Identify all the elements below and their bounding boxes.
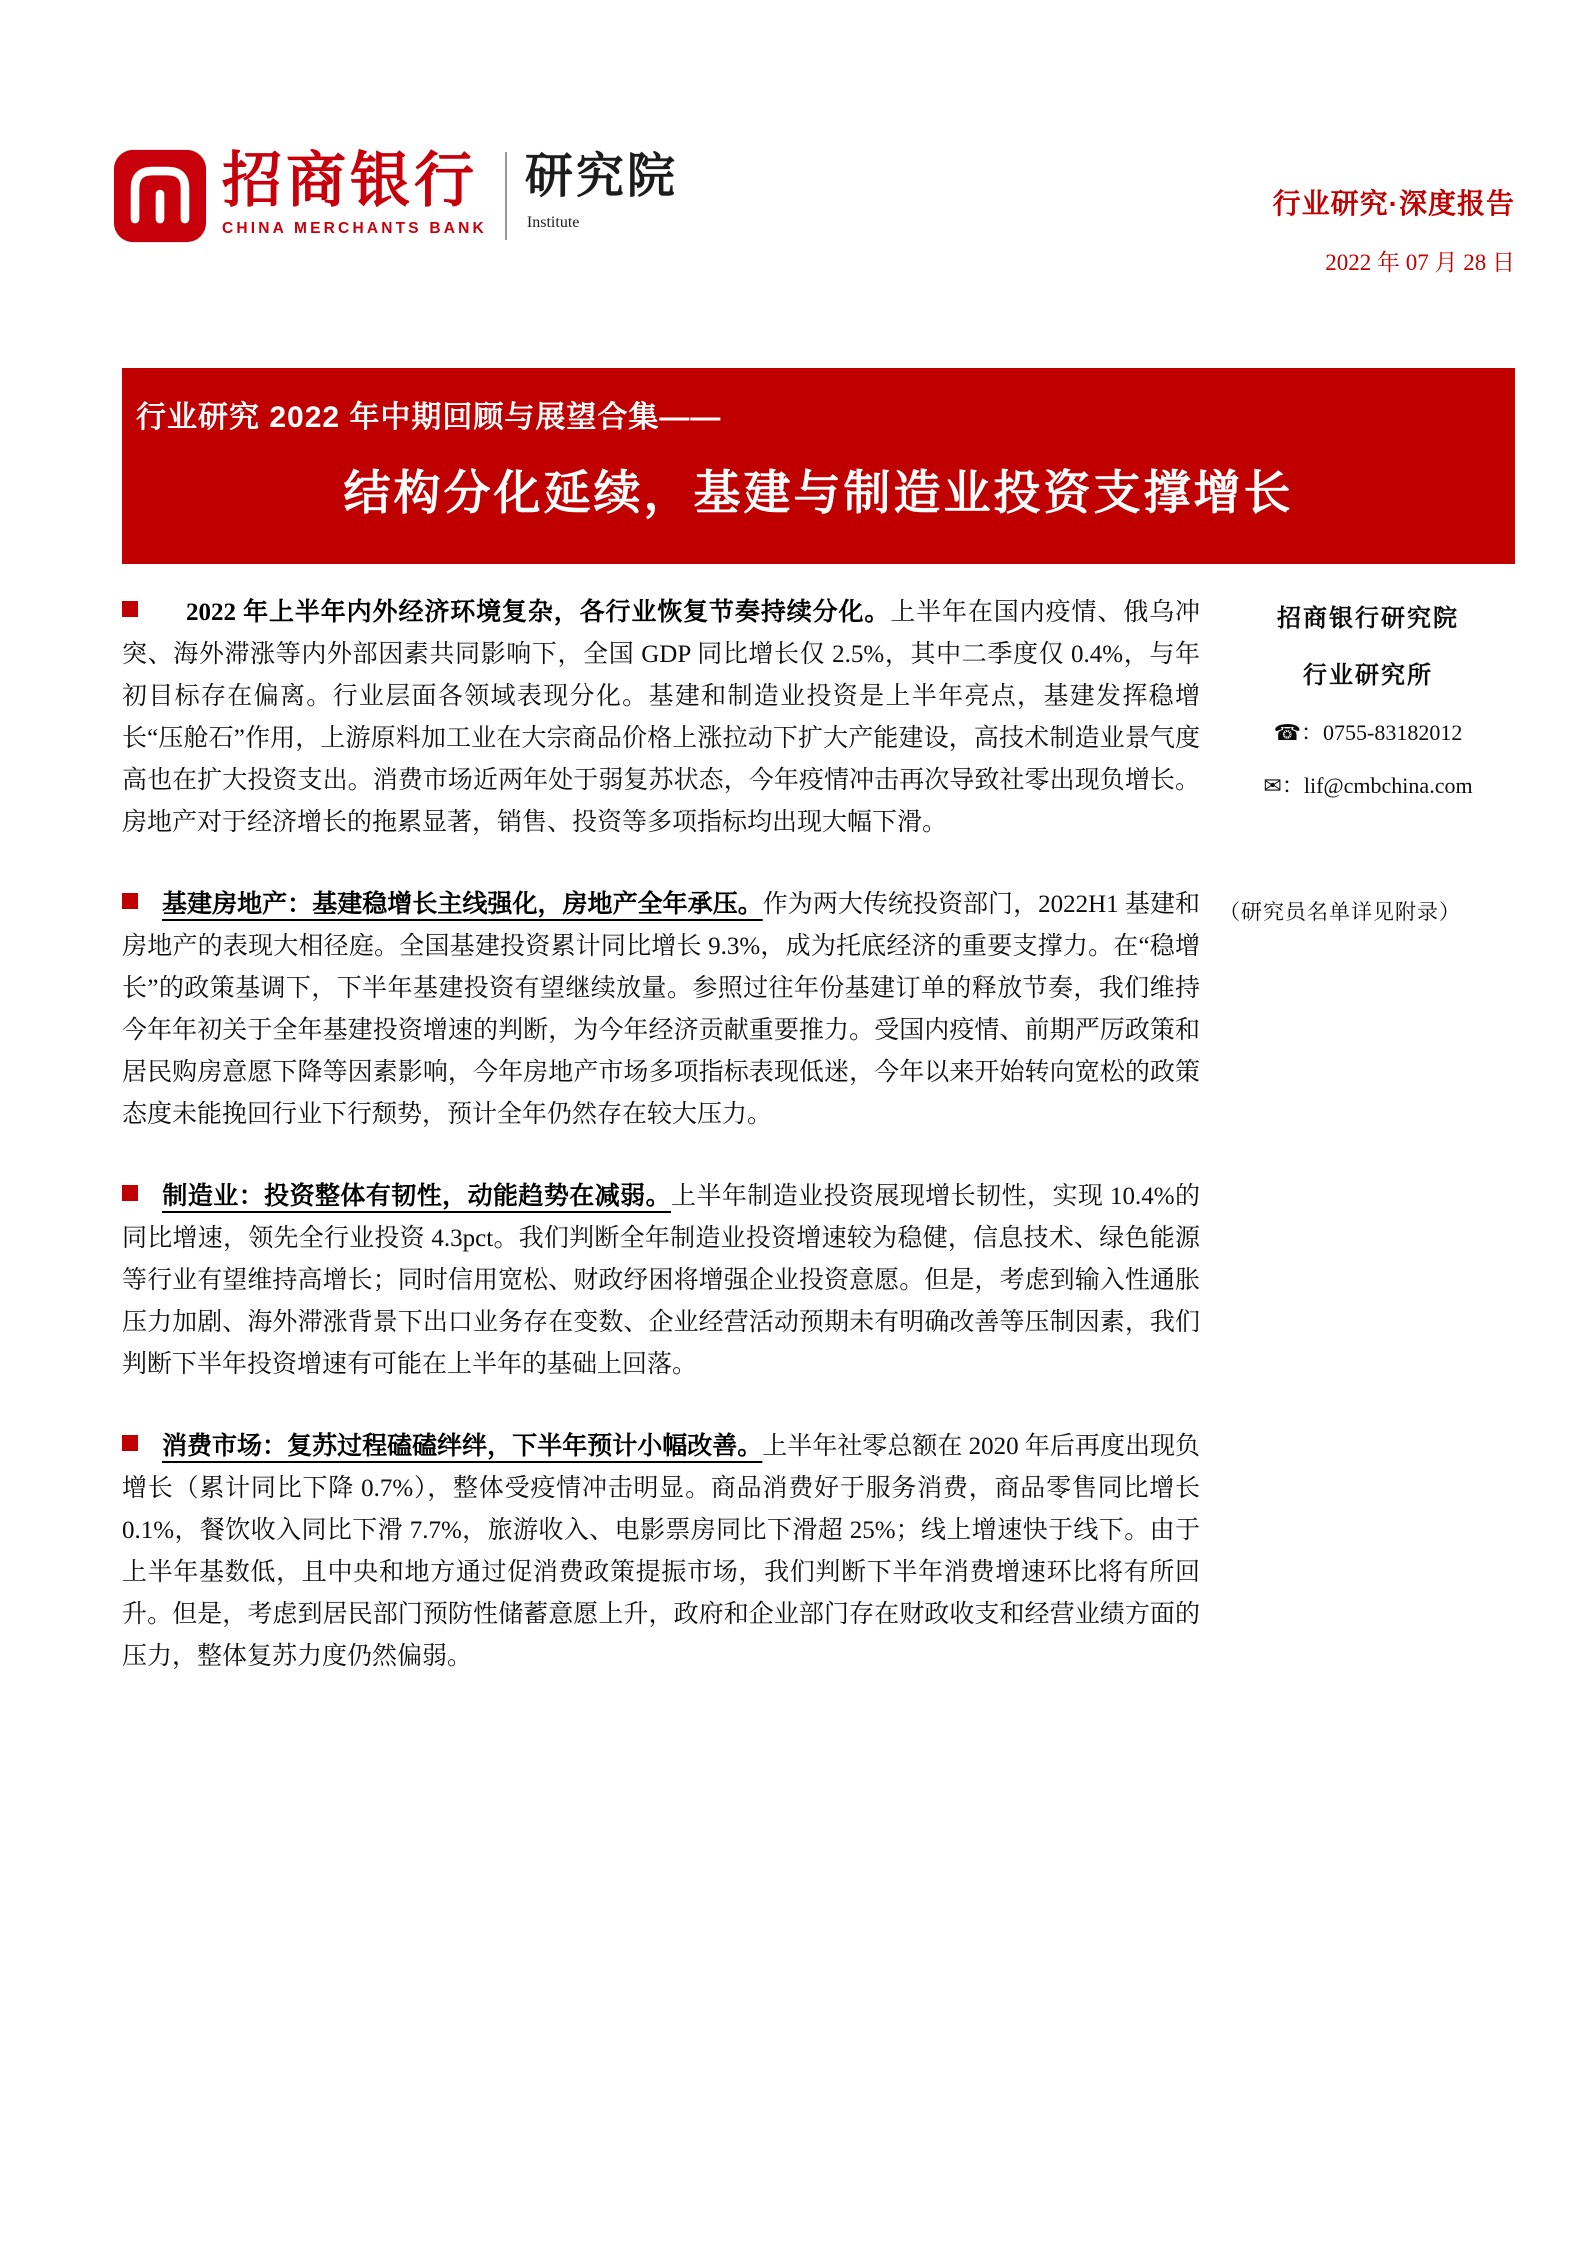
paragraph-lead: 2022 年上半年内外经济环境复杂，各行业恢复节奏持续分化。 <box>186 599 891 626</box>
institute-name: 研究院 <box>524 150 678 203</box>
consumption-paragraph <box>122 1426 1200 1678</box>
series-title: 行业研究 2022 年中期回顾与展望合集—— <box>136 401 722 434</box>
phone-line <box>1219 716 1517 747</box>
infrastructure-paragraph <box>122 884 1200 1136</box>
manufacturing-paragraph <box>122 1176 1200 1386</box>
paragraph-body: 上半年社零总额在 2020 年后再度出现负增长（累计同比下降 0.7%），整体受疫情冲击明显。商品消费好于服务消费，商品零售同比增长 0.1%，餐饮收入同比下滑 7.7%，旅游收入、电影票房同比下滑超 25%；线上增速快于线下。由于上半年基数低，且中央和地方通过促消费政策提振市场，我们判断下半年消费增速环比将有所回升。但是，考虑到居民部门预防性储蓄意愿上升，政府和企业部门存在财政收支和经营业绩方面的压力，整体复苏力度仍然偏弱。 <box>122 1433 1200 1670</box>
phone-number: ：0755-83182012 <box>1301 720 1463 745</box>
title-banner <box>122 368 1515 564</box>
bank-name-block <box>222 148 487 238</box>
cmb-logo-icon <box>112 148 208 244</box>
main-title: 结构分化延续，基建与制造业投资支撑增长 <box>343 466 1294 519</box>
summary-paragraph <box>122 592 1200 844</box>
phone-icon: ☎ <box>1273 721 1302 746</box>
bullet-square-icon <box>122 601 138 617</box>
org-name: 招商银行研究院 <box>1277 606 1459 632</box>
header-right <box>1273 182 1515 277</box>
paragraph-lead: 消费市场：复苏过程磕磕绊绊，下半年预计小幅改善。 <box>162 1433 763 1460</box>
dept-name: 行业研究所 <box>1303 663 1433 689</box>
paragraph-body: 上半年在国内疫情、俄乌冲突、海外滞涨等内外部因素共同影响下，全国 GDP 同比增长仅 2.5%，其中二季度仅 0.4%，与年初目标存在偏离。行业层面各领域表现分化。基建和制造业投资是上半年亮点，基建发挥稳增长“压舱石”作用，上游原料加工业在大宗商品价格上涨拉动下扩大产能建设，高技术制造业景气度高也在扩大投资支出。消费市场近两年处于弱复苏状态，今年疫情冲击再次导致社零出现负增长。房地产对于经济增长的拖累显著，销售、投资等多项指标均出现大幅下滑。 <box>122 599 1200 836</box>
paragraph-lead: 制造业：投资整体有韧性，动能趋势在减弱。 <box>162 1183 672 1210</box>
bank-name: 招商银行 <box>222 148 478 214</box>
institute-name-en: Institute <box>526 214 580 231</box>
logo-block <box>112 148 678 244</box>
email-address[interactable]: ：lif@cmbchina.com <box>1281 773 1473 798</box>
analyst-note: （研究员名单详见附录） <box>1219 900 1461 924</box>
report-date: 2022 年 07 月 28 日 <box>1325 250 1515 275</box>
report-type-label: 行业研究·深度报告 <box>1272 188 1515 219</box>
logo-divider <box>505 152 507 240</box>
paragraph-body: 上半年制造业投资展现增长韧性，实现 10.4%的同比增速，领先全行业投资 4.3pct。我们判断全年制造业投资增速较为稳健，信息技术、绿色能源等行业有望维持高增长；同时信用宽松、财政纾困将增强企业投资意愿。但是，考虑到输入性通胀压力加剧、海外滞涨背景下出口业务存在变数、企业经营活动预期未有明确改善等压制因素，我们判断下半年投资增速有可能在上半年的基础上回落。 <box>122 1183 1200 1378</box>
bank-name-en: CHINA MERCHANTS BANK <box>222 220 487 237</box>
email-line[interactable] <box>1219 769 1517 800</box>
main-content <box>122 592 1200 1718</box>
bullet-square-icon <box>122 1435 138 1451</box>
bullet-square-icon <box>122 1185 138 1201</box>
institute-block <box>525 148 678 232</box>
email-icon: ✉ <box>1263 774 1282 799</box>
bullet-square-icon <box>122 893 138 909</box>
paragraph-lead: 基建房地产：基建稳增长主线强化，房地产全年承压。 <box>162 891 763 918</box>
header <box>0 0 1587 300</box>
contact-sidebar <box>1219 598 1517 926</box>
paragraph-body: 作为两大传统投资部门，2022H1 基建和房地产的表现大相径庭。全国基建投资累计同比增长 9.3%，成为托底经济的重要支撑力。在“稳增长”的政策基调下，下半年基建投资有望继续放量。参照过往年份基建订单的释放节奏，我们维持今年年初关于全年基建投资增速的判断，为今年经济贡献重要推力。受国内疫情、前期严厉政策和居民购房意愿下降等因素影响，今年房地产市场多项指标表现低迷，今年以来开始转向宽松的政策态度未能挽回行业下行颓势，预计全年仍然存在较大压力。 <box>122 891 1200 1128</box>
